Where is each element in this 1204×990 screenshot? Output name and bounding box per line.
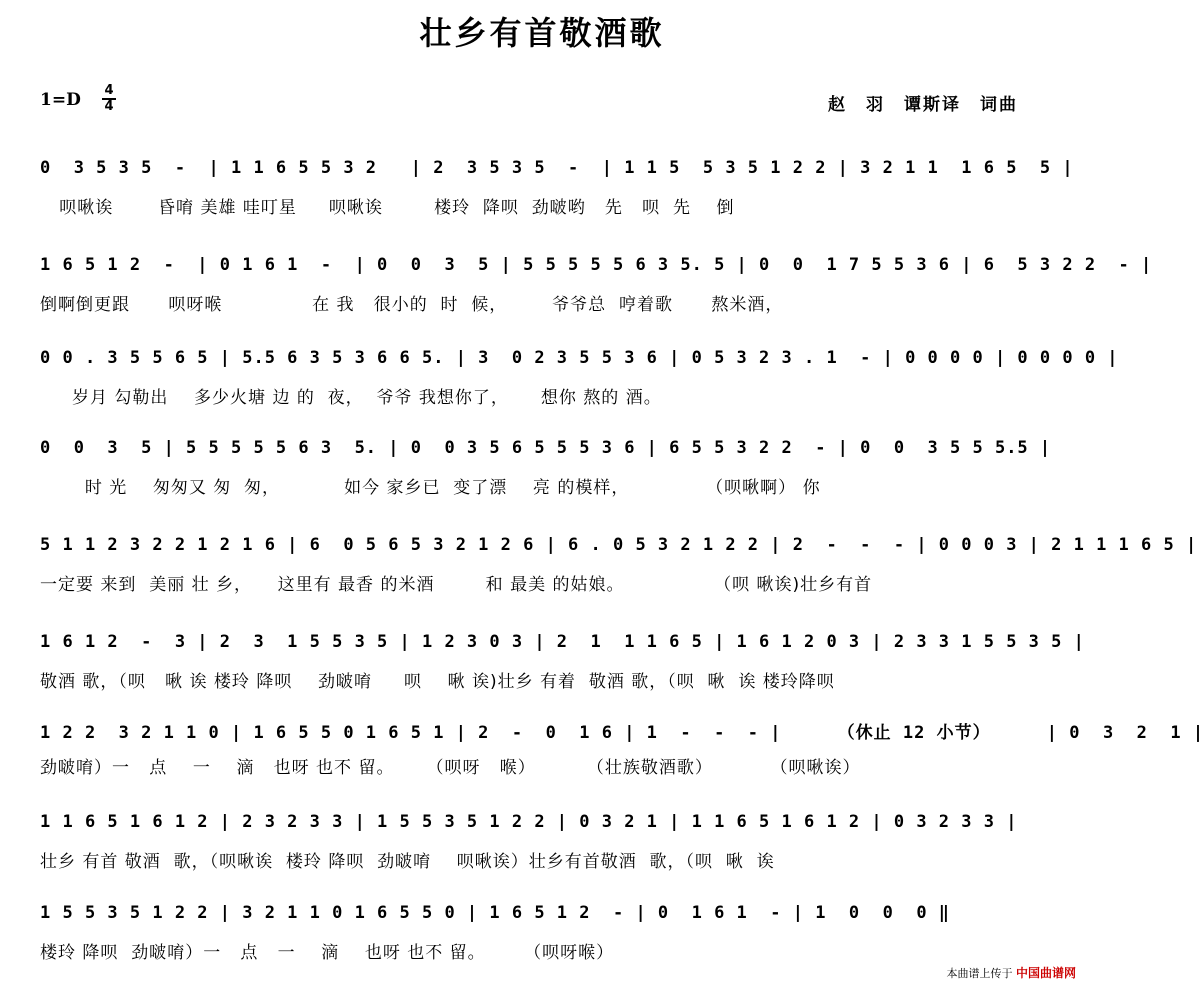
lyric-line: 岁月 勾勒出 多少火塘 边 的 夜， 爷爷 我想你了， 想你 熬的 酒。 xyxy=(40,388,662,408)
notation-line: 5 1 1 2 3 2 2 1 2 1 6 | 6 0 5 6 5 3 2 1 2 6 | 6 . 0 5 3 2 1 2 2 | 2 - - - | 0 0 0 3 | 2 1 1 1 6 5 | xyxy=(40,535,1198,555)
time-signature-bottom: 4 xyxy=(104,99,114,114)
score-system-6 xyxy=(0,622,1084,712)
notation-line: 0 0 . 3 5 5 6 5 | 5.5 6 3 5 3 6 6 5. | 3 0 2 3 5 5 3 6 | 0 5 3 2 3 . 1 - | 0 0 0 0 | 0 0 0 0 | xyxy=(40,348,1119,368)
footer-prefix: 本曲谱上传于 xyxy=(946,967,1013,980)
score-system-8 xyxy=(0,802,1084,892)
notation-line: 1 6 5 1 2 - | 0 1 6 1 - | 0 0 3 5 | 5 5 5 5 5 6 3 5. 5 | 0 0 1 7 5 5 3 6 | 6 5 3 2 2 - | xyxy=(40,255,1153,275)
lyric-line: 倒啊倒更跟 呗呀喉 在 我 很小的 时 候， 爷爷总 哼着歌 熬米酒， xyxy=(40,295,784,315)
site-logo: 中国曲谱网 xyxy=(1015,966,1076,980)
notation-line: 1 5 5 3 5 1 2 2 | 3 2 1 1 0 1 6 5 5 0 | 1 6 5 1 2 - | 0 1 6 1 - | 1 0 0 0 ‖ xyxy=(40,903,951,923)
notation-line: 1 6 1 2 - 3 | 2 3 1 5 5 3 5 | 1 2 3 0 3 | 2 1 1 1 6 5 | 1 6 1 2 0 3 | 2 3 3 1 5 5 3 5 | xyxy=(40,632,1085,652)
footer-watermark xyxy=(946,964,1076,981)
lyric-line: 敬酒 歌，（呗 啾 诶 楼玲 降呗 劲啵唷 呗 啾 诶)壮乡 有着 敬酒 歌，（呗 啾 诶 楼玲降呗 xyxy=(40,672,835,692)
time-signature xyxy=(100,84,118,114)
lyric-line: 一定要 来到 美丽 壮 乡， 这里有 最香 的米酒 和 最美 的姑娘。 （呗 啾诶)壮乡有首 xyxy=(40,575,873,595)
author-credit: 赵 羽 谭斯译 词曲 xyxy=(828,95,1018,115)
score-system-3 xyxy=(0,338,1119,428)
page-title: 壮乡有首敬酒歌 xyxy=(419,14,665,52)
time-signature-top: 4 xyxy=(104,83,114,98)
notation-line: 1 2 2 3 2 1 1 0 | 1 6 5 5 0 1 6 5 1 | 2 - 0 1 6 | 1 - - - | （休止 12 小节） | 0 3 2 1 | xyxy=(40,723,1204,743)
lyric-line: 劲啵唷）一 点 一 滴 也呀 也不 留。 （呗呀 喉） （壮族敬酒歌） （呗啾诶） xyxy=(40,758,861,778)
lyric-line: 呗啾诶 昏唷 美雄 哇叮星 呗啾诶 楼玲 降呗 劲啵哟 先 呗 先 倒 xyxy=(40,198,735,218)
lyric-line: 时 光 匆匆又 匆 匆， 如今 家乡已 变了漂 亮 的模样， （呗啾啊） 你 xyxy=(40,478,821,498)
score-system-4 xyxy=(0,428,1084,518)
notation-line: 0 0 3 5 | 5 5 5 5 5 6 3 5. | 0 0 3 5 6 5 5 5 3 6 | 6 5 5 3 2 2 - | 0 0 3 5 5 5.5 | xyxy=(40,438,1052,458)
score-system-1 xyxy=(0,148,1084,238)
lyric-line: 壮乡 有首 敬酒 歌，（呗啾诶 楼玲 降呗 劲啵唷 呗啾诶）壮乡有首敬酒 歌，（呗 啾 诶 xyxy=(40,852,775,872)
notation-line: 0 3 5 3 5 - | 1 1 6 5 5 3 2 | 2 3 5 3 5 - | 1 1 5 5 3 5 1 2 2 | 3 2 1 1 1 6 5 5 | xyxy=(40,158,1074,178)
key-signature: 1=D xyxy=(40,90,81,110)
notation-line: 1 1 6 5 1 6 1 2 | 2 3 2 3 3 | 1 5 5 3 5 1 2 2 | 0 3 2 1 | 1 1 6 5 1 6 1 2 | 0 3 2 3 3 | xyxy=(40,812,1018,832)
score-system-9 xyxy=(0,893,1084,983)
score-system-7 xyxy=(0,708,1204,798)
lyric-line: 楼玲 降呗 劲啵唷）一 点 一 滴 也呀 也不 留。 （呗呀喉） xyxy=(40,943,615,963)
score-system-5 xyxy=(0,525,1198,615)
score-system-2 xyxy=(0,245,1153,335)
